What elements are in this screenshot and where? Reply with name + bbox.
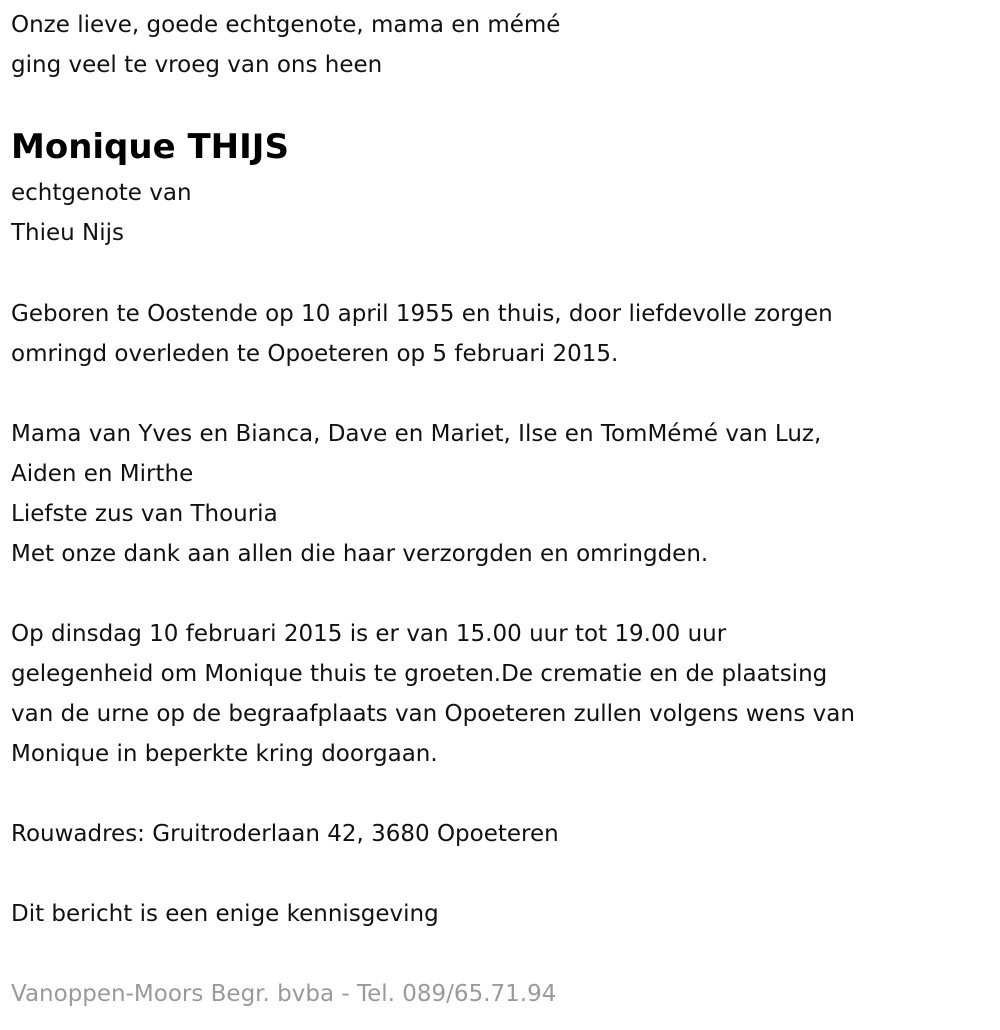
text-line: Geboren te Oostende op 10 april 1955 en thuis, door liefdevolle zorgen xyxy=(11,301,833,327)
text-line: gelegenheid om Monique thuis te groeten.De crematie en de plaatsing xyxy=(11,661,828,687)
deceased-name: Monique THIJS xyxy=(11,127,289,167)
text-line: van de urne op de begraafplaats van Opoeteren zullen volgens wens van xyxy=(11,701,855,727)
notice-text: Dit bericht is een enige kennisgeving xyxy=(11,901,439,927)
text-line: omringd overleden te Opoeteren op 5 februari 2015. xyxy=(11,341,619,367)
birth-death-paragraph xyxy=(11,294,990,374)
funeral-home-footer: Vanoppen-Moors Begr. bvba - Tel. 089/65.71.94 xyxy=(11,981,557,1007)
intro-line: Onze lieve, goede echtgenote, mama en mémé xyxy=(11,12,561,38)
text-line: Met onze dank aan allen die haar verzorgden en omringden. xyxy=(11,541,709,567)
text-line: Op dinsdag 10 februari 2015 is er van 15.00 uur tot 19.00 uur xyxy=(11,621,727,647)
intro-line: ging veel te vroeg van ons heen xyxy=(11,52,383,78)
family-paragraph xyxy=(11,414,990,574)
mourning-address: Rouwadres: Gruitroderlaan 42, 3680 Opoeteren xyxy=(11,821,559,847)
ceremony-paragraph xyxy=(11,614,990,774)
text-line: Aiden en Mirthe xyxy=(11,461,194,487)
spouse-info xyxy=(11,173,990,253)
text-line: Liefste zus van Thouria xyxy=(11,501,278,527)
text-line: Monique in beperkte kring doorgaan. xyxy=(11,741,438,767)
text-line: Mama van Yves en Bianca, Dave en Mariet, Ilse en TomMémé van Luz, xyxy=(11,421,822,447)
spouse-name: Thieu Nijs xyxy=(11,220,125,246)
intro-text xyxy=(11,5,990,85)
spouse-label: echtgenote van xyxy=(11,180,192,206)
